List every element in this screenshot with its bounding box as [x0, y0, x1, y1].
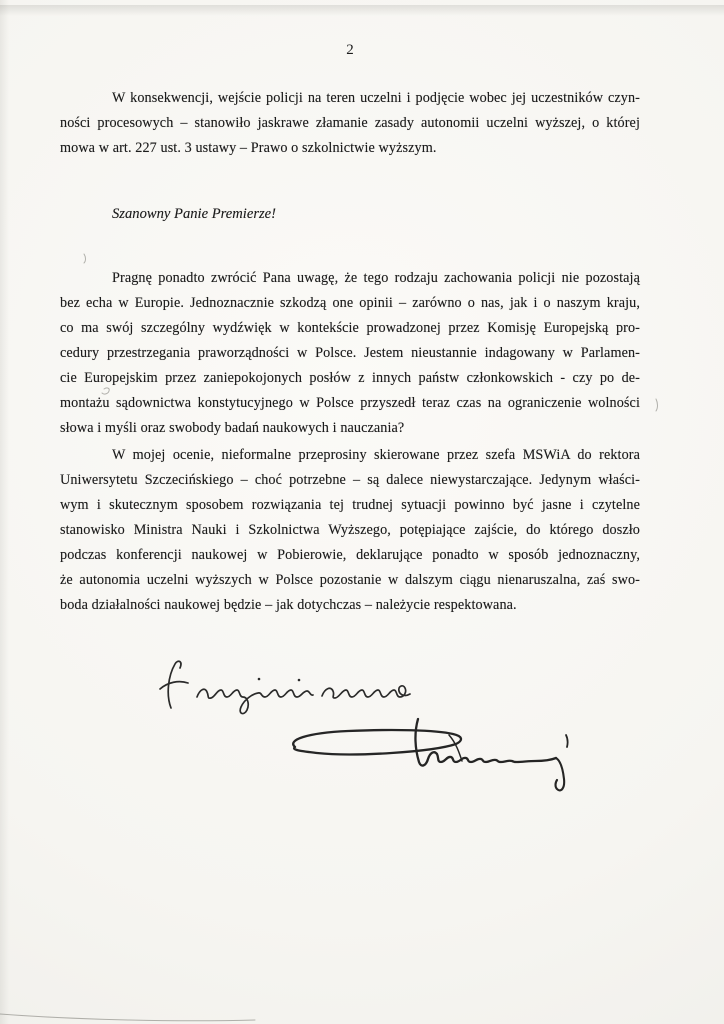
- text-line: mowa w art. 227 ust. 3 ustawy – Prawo o szkolnictwie wyższym.: [60, 140, 437, 156]
- text-line: Pragnę ponadto zwrócić Pana uwagę, że tego rodzaju zachowania policji nie pozostają: [112, 270, 640, 286]
- text-line: że autonomia uczelni wyższych w Polsce pozostanie w dalszym ciągu nienaruszalna, zaś swo-: [60, 572, 640, 588]
- text-line: stanowisko Ministra Nauki i Szkolnictwa Wyższego, potępiające zajście, do którego doszło: [60, 522, 640, 538]
- scan-edge-shadow-left: [0, 0, 9, 1024]
- text-line: Uniwersytetu Szczecińskiego – choć potrzebne – są dalece niewystarczające. Jedynym właści-: [60, 472, 640, 488]
- text-line: wym i skutecznym sposobem rozwiązania tej trudnej sytuacji powinno być jasne i czytelne: [60, 497, 640, 513]
- scan-edge-shadow-top: [0, 5, 724, 16]
- text-line: słowa i myśli oraz swobody badań naukowych i nauczania?: [60, 420, 405, 436]
- page-number: 2: [346, 42, 354, 58]
- closing-handwriting: [160, 661, 410, 713]
- paragraph-demands: [60, 443, 640, 618]
- text-line: bez echa w Europie. Jednoznacznie szkodzą one opinii – zarówno o nas, jak i o naszym kraju,: [60, 295, 640, 311]
- text-line: montażu sądownictwa konstytucyjnego w Polsce przyszedł teraz czas na ograniczenie wolności: [60, 395, 640, 411]
- text-line: boda działalności naukowej będzie – jak dotychczas – należycie respektowana.: [60, 597, 517, 613]
- paragraph-europe-reaction: [60, 266, 640, 441]
- handwritten-signature: [293, 719, 567, 790]
- paragraph-consequence: [60, 86, 640, 161]
- text-line: W mojej ocenie, nieformalne przeprosiny skierowane przez szefa MSWiA do rektora: [112, 447, 640, 463]
- text-line: W konsekwencji, wejście policji na teren uczelni i podjęcie wobec jej uczestników czyn-: [112, 90, 640, 106]
- text-line: co ma swój szczególny wydźwięk w kontekście prowadzonej przez Komisję Europejską pro-: [60, 320, 640, 336]
- text-line: cedury przestrzegania praworządności w Polsce. Jestem nieustannie indagowany w Parlamen-: [60, 345, 640, 361]
- text-line: ności procesowych – stanowiło jaskrawe złamanie zasady autonomii uczelni wyższej, o której: [60, 115, 640, 131]
- salutation: Szanowny Panie Premierze!: [112, 206, 277, 222]
- text-line: podczas konferencji naukowej w Pobierowie, deklarujące ponadto w sposób jednoznaczny,: [60, 547, 640, 563]
- text-line: cie Europejskim przez zaniepokojonych posłów z innych państw członkowskich - czy po de-: [60, 370, 640, 386]
